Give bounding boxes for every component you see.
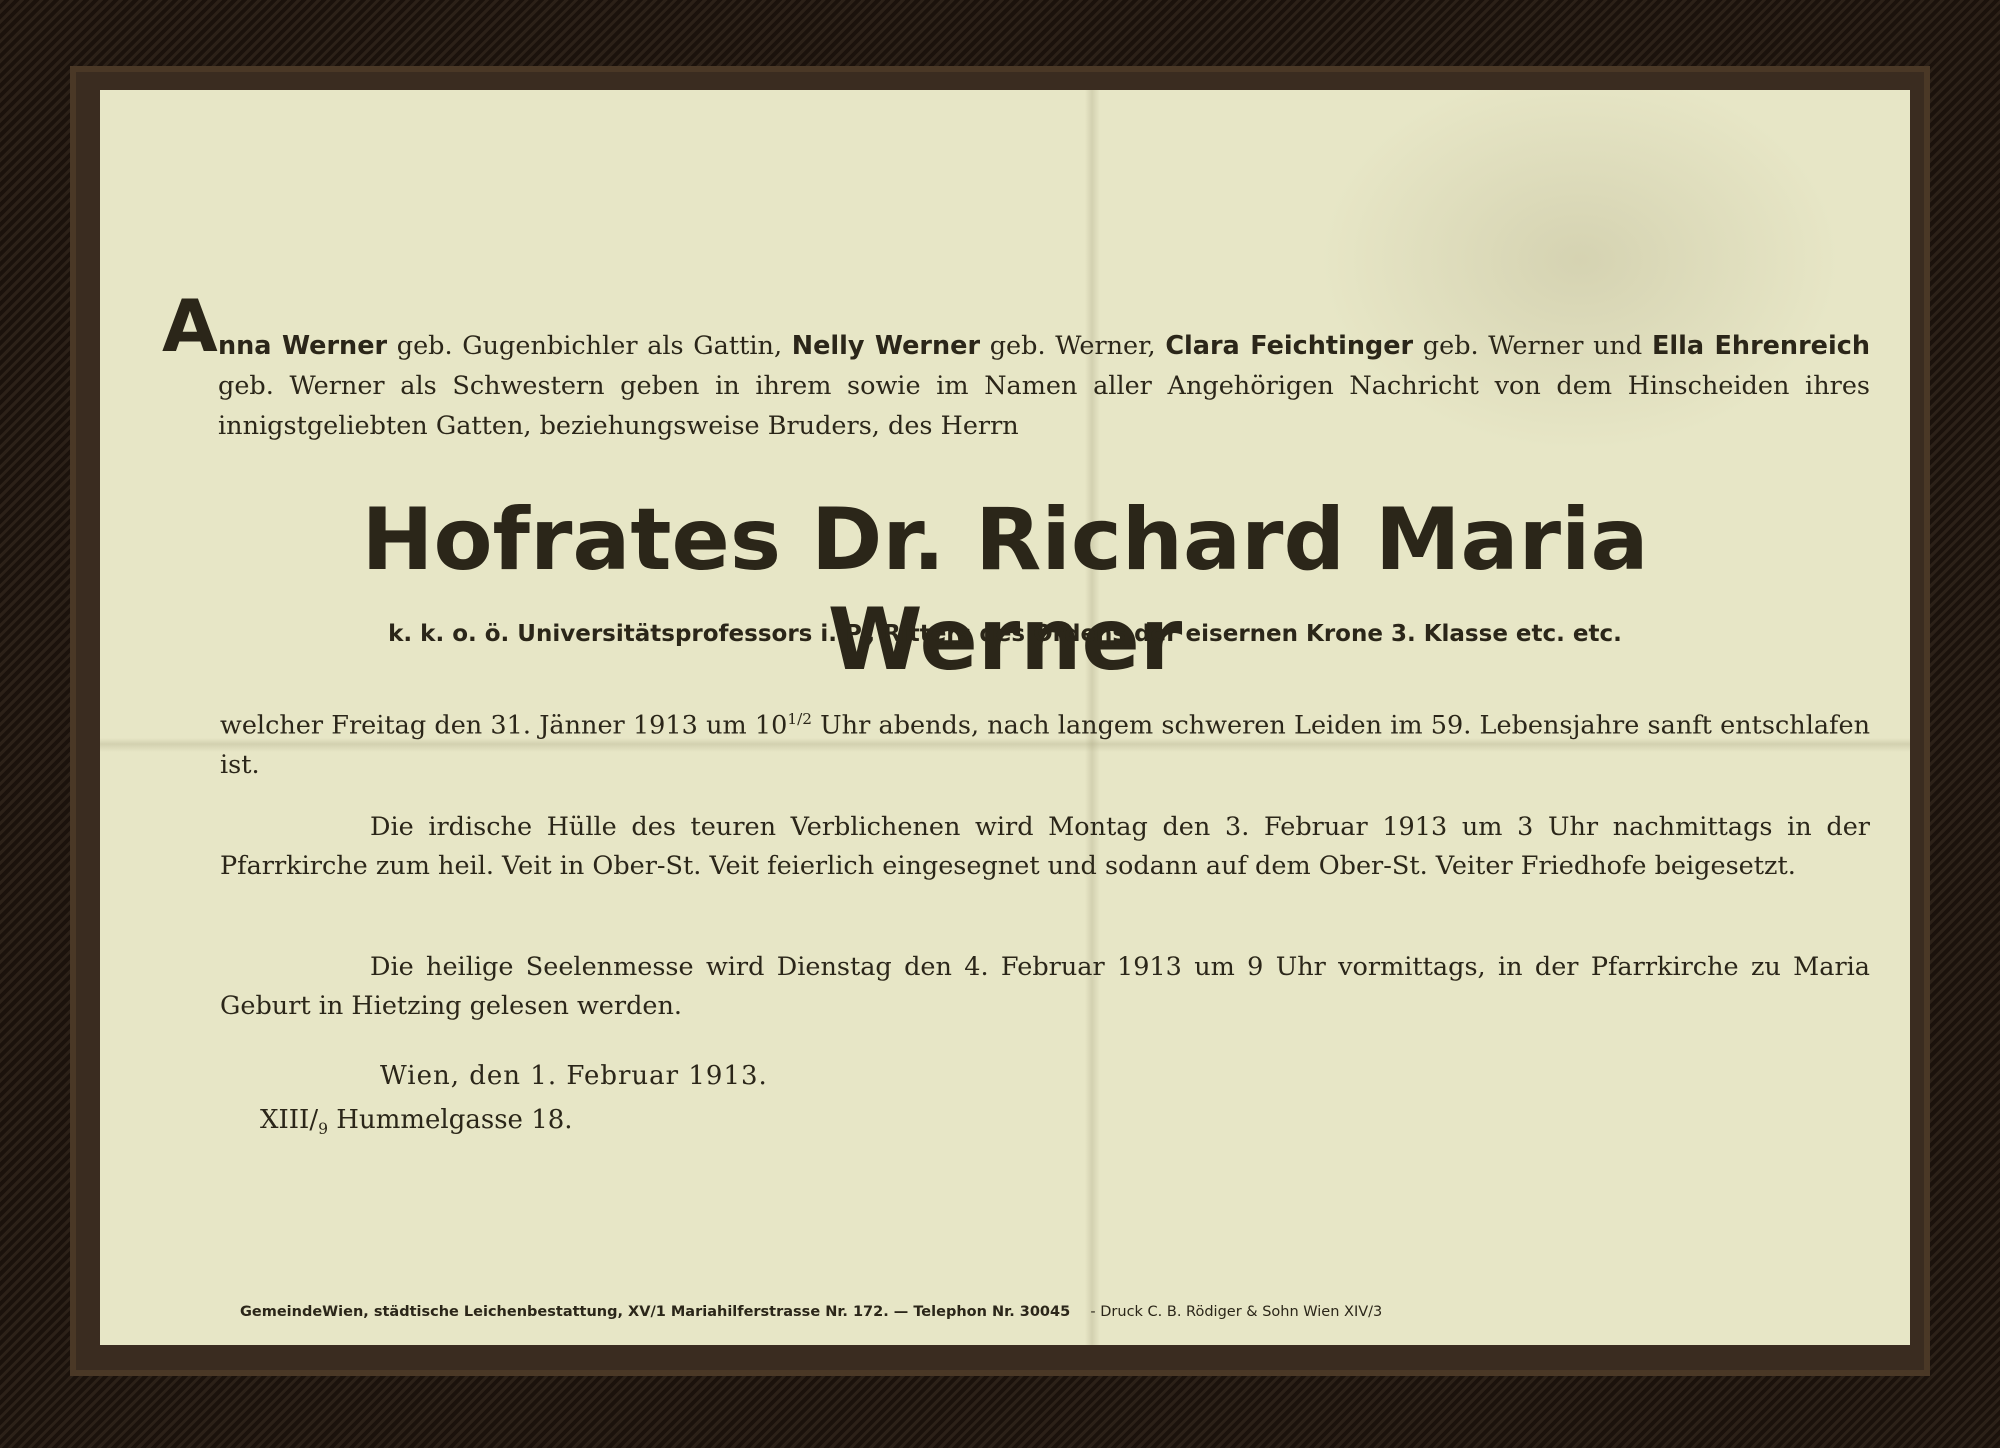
deceased-name: Hofrates Dr. Richard Maria Werner (361, 490, 1649, 690)
intro-text-2: geb. Werner, (980, 331, 1166, 361)
footer-printer: - Druck C. B. Rödiger & Sohn Wien XIV/3 (1090, 1304, 1383, 1320)
address (260, 1100, 573, 1149)
death-text-a: welcher Freitag den 31. Jänner 1913 um 10 (220, 710, 788, 741)
intro-text-4: geb. Werner als Schwestern geben in ihrem sowie im Namen aller Angehörigen Nachricht von dem Hinscheiden ihres innigstgeliebten Gatten, beziehungsweise Bruders, des Herrn (218, 371, 1870, 441)
requiem-paragraph: Die heilige Seelenmesse wird Dienstag den 4. Februar 1913 um 9 Uhr vormittags, in der Pfarrkirche zu Maria Geburt in Hietzing gelesen werden. (220, 952, 1870, 1021)
address-street: Hummelgasse 18. (328, 1105, 573, 1135)
address-subdistrict: 9 (318, 1120, 329, 1139)
initial-letter: A (162, 284, 218, 368)
intro-paragraph (218, 326, 1870, 446)
deceased-title: k. k. o. ö. Universitätsprofessors i. P., Ritters des Ordens der eisernen Krone 3. Klasse etc. etc. (388, 621, 1622, 647)
name-nelly-werner: Nelly Werner (791, 331, 981, 361)
footer-imprint (240, 1302, 1820, 1322)
footer-issuer: GemeindeWien, städtische Leichenbestattung, XV/1 Mariahilferstrasse Nr. 172. — Telephon Nr. 30045 (240, 1304, 1071, 1320)
funeral-paragraph: Die irdische Hülle des teuren Verblichenen wird Montag den 3. Februar 1913 um 3 Uhr nachmittags in der Pfarrkirche zum heil. Veit in Ober-St. Veit feierlich eingesegnet und sodann auf dem Ober-St. Veiter Friedhofe beigesetzt. (220, 812, 1870, 881)
intro-text-3: geb. Werner und (1413, 331, 1652, 361)
death-paragraph (220, 700, 1870, 785)
name-clara-feichtinger: Clara Feichtinger (1165, 331, 1414, 361)
place-date: Wien, den 1. Februar 1913. (380, 1061, 768, 1091)
name-anna-werner: nna Werner (218, 331, 388, 361)
address-district: XIII/ (260, 1105, 319, 1135)
death-text-b: Uhr abends, nach langem schweren Leiden im 59. Lebensjahre sanft entschlafen ist. (220, 710, 1871, 780)
name-ella-ehrenreich: Ella Ehrenreich (1651, 331, 1870, 361)
death-notice-sheet (100, 90, 1910, 1345)
time-fraction: 1/2 (787, 710, 812, 728)
intro-text-1: geb. Gugenbichler als Gattin, (387, 331, 792, 361)
